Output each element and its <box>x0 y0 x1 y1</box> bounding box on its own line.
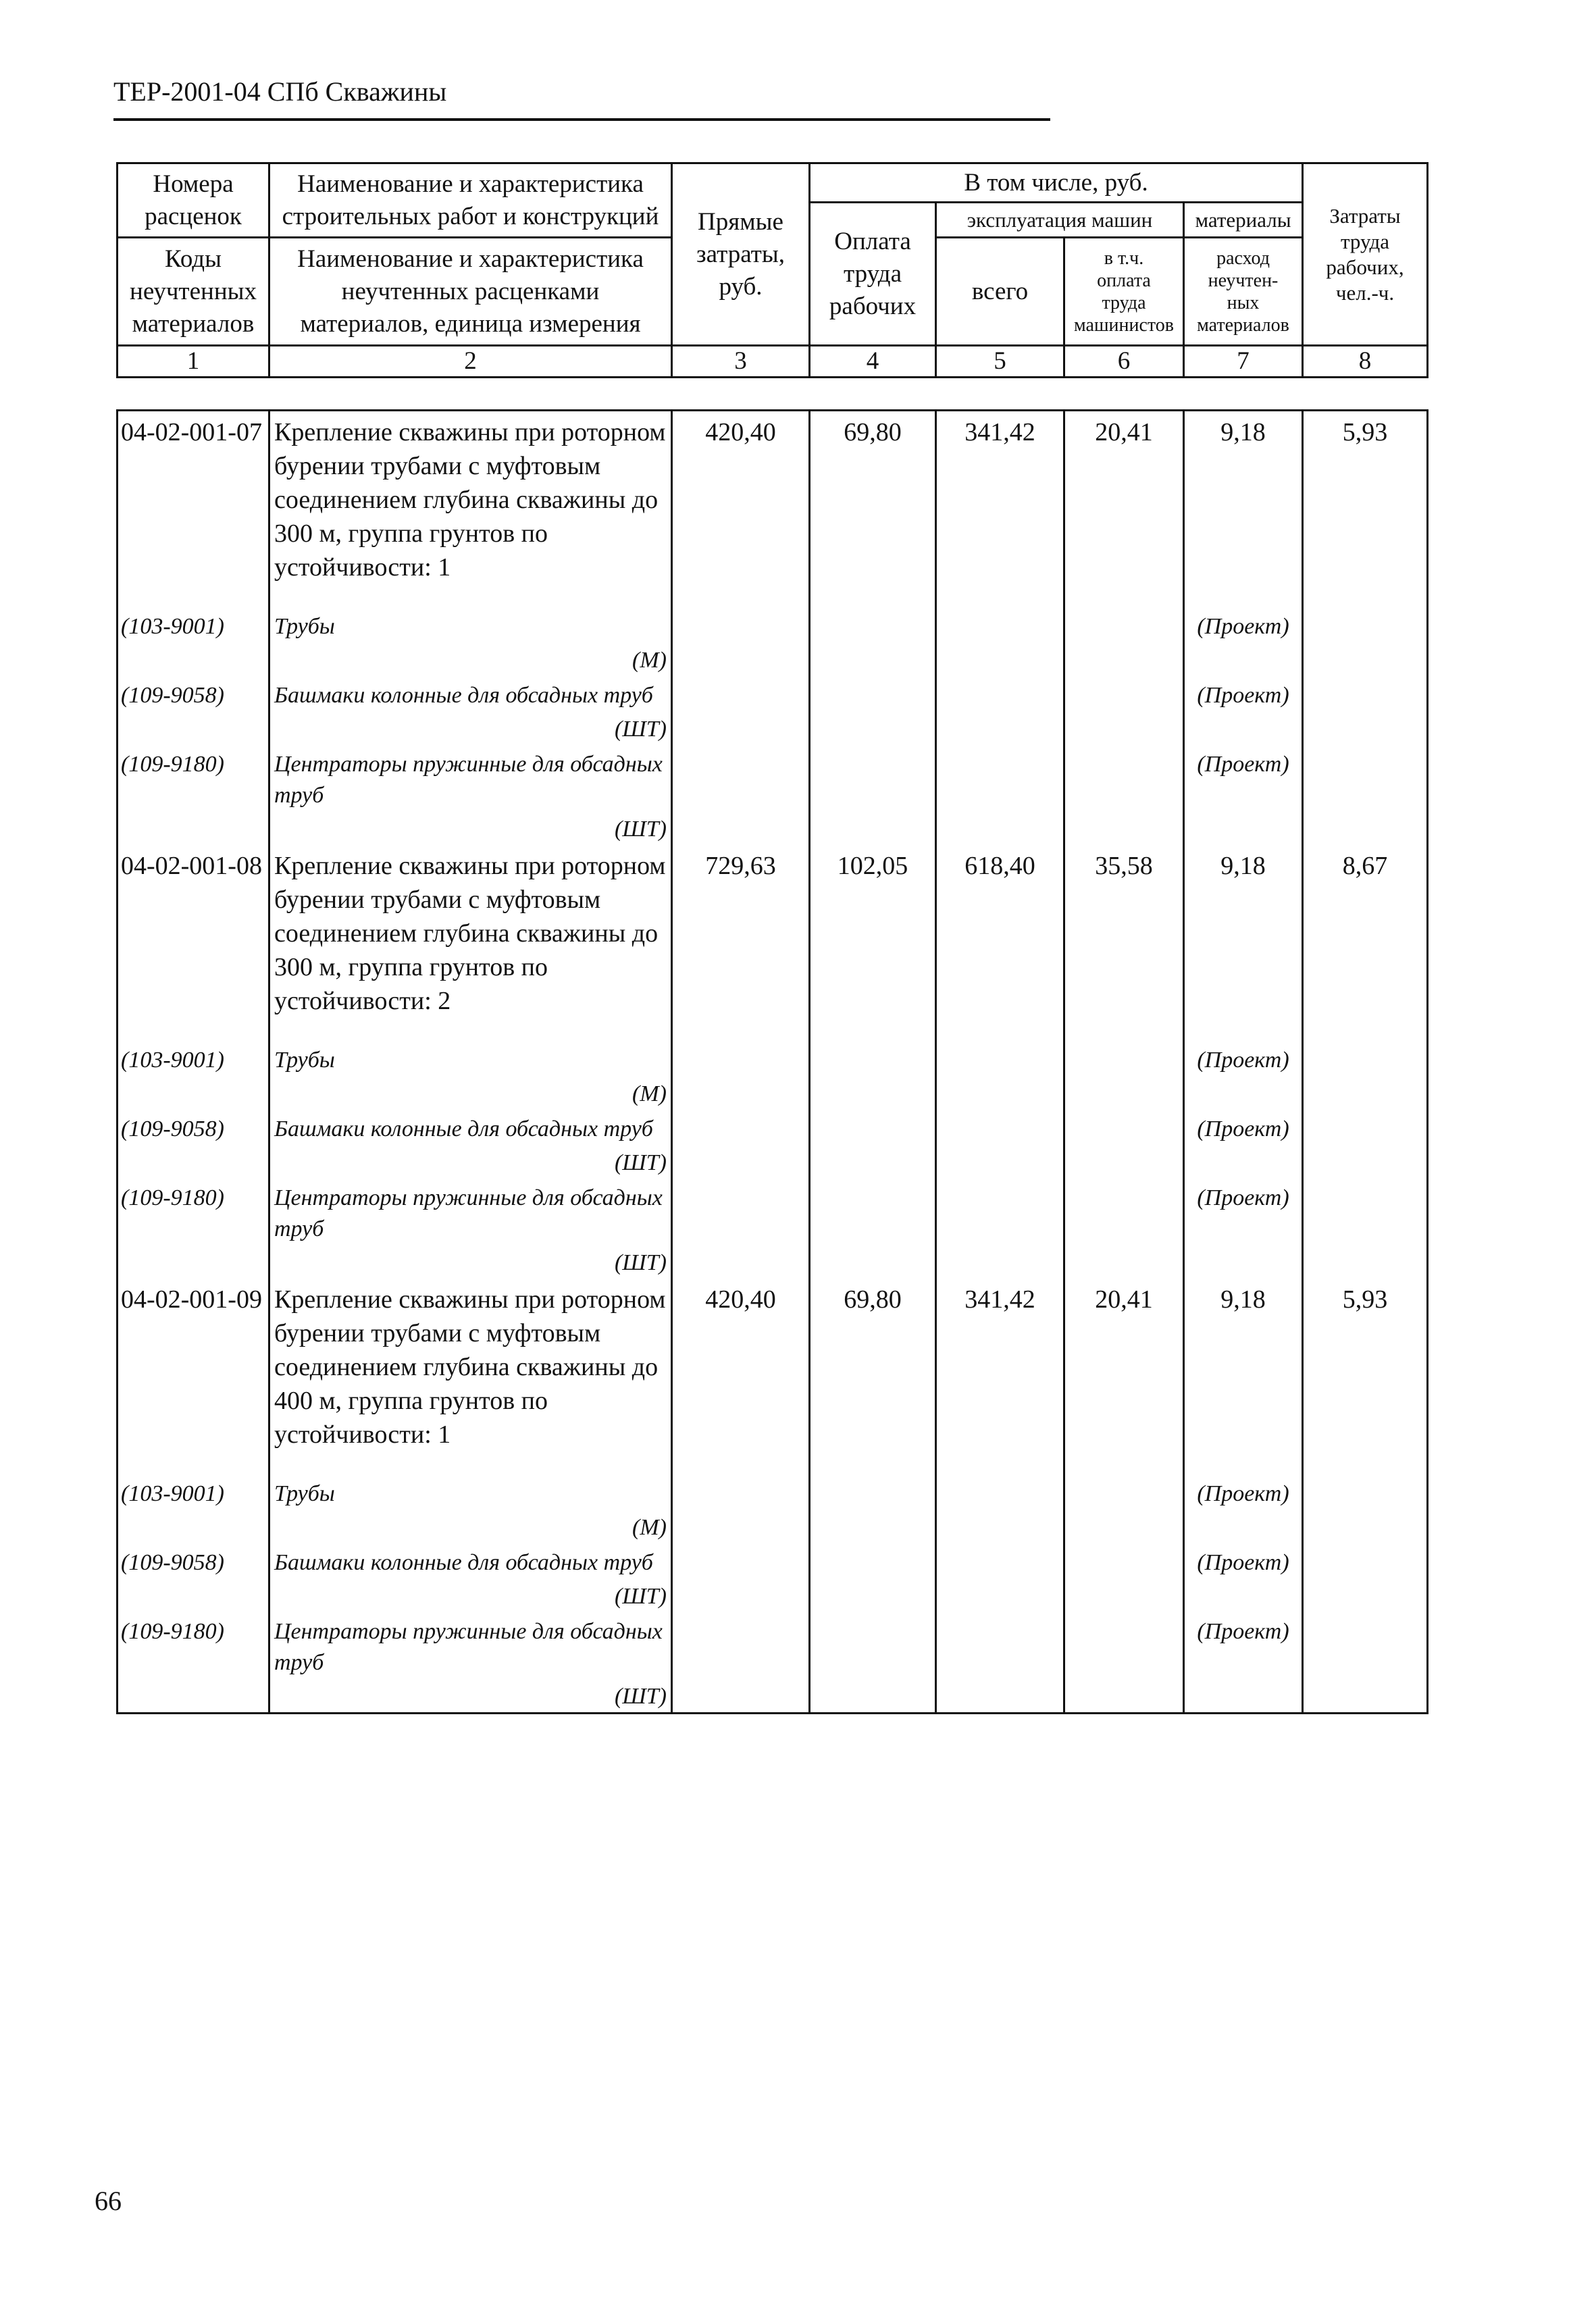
machinists-pay: 35,58 <box>1064 845 1184 1045</box>
empty-cell <box>1303 680 1428 749</box>
column-number: 6 <box>1064 346 1184 378</box>
empty-cell <box>672 749 810 845</box>
empty-cell <box>672 1479 810 1547</box>
empty-cell <box>936 680 1064 749</box>
empty-cell <box>672 1045 810 1114</box>
material-consumption: (Проект) <box>1184 1547 1303 1616</box>
empty-cell <box>1303 1114 1428 1183</box>
empty-cell <box>810 1479 936 1547</box>
material-consumption: (Проект) <box>1184 749 1303 845</box>
material-unit: (М) <box>632 1081 667 1106</box>
material-code: (109-9180) <box>118 1616 269 1714</box>
empty-cell <box>936 749 1064 845</box>
empty-cell <box>810 680 936 749</box>
empty-cell <box>672 680 810 749</box>
empty-cell <box>1303 1479 1428 1547</box>
column-number: 2 <box>269 346 672 378</box>
material-unit: (М) <box>632 648 667 673</box>
empty-cell <box>810 1616 936 1714</box>
empty-cell <box>810 1114 936 1183</box>
empty-cell <box>1064 1547 1184 1616</box>
machines-total: 341,42 <box>936 411 1064 612</box>
material-row <box>118 1479 1428 1547</box>
empty-cell <box>1064 749 1184 845</box>
material-consumption: (Проект) <box>1184 1479 1303 1547</box>
empty-cell <box>1303 749 1428 845</box>
empty-cell <box>936 1616 1064 1714</box>
material-unit: (ШТ) <box>614 1684 667 1709</box>
material-name: Башмаки колонные для обсадных труб <box>274 1116 653 1141</box>
rate-code: 04-02-001-09 <box>118 1279 269 1479</box>
material-consumption: (Проект) <box>1184 1045 1303 1114</box>
empty-cell <box>672 1616 810 1714</box>
rate-code: 04-02-001-07 <box>118 411 269 612</box>
empty-cell <box>1064 1045 1184 1114</box>
header-materials: материалы <box>1184 203 1303 238</box>
materials-cost: 9,18 <box>1184 845 1303 1045</box>
material-name: Центраторы пружинные для обсадных труб <box>274 1185 663 1241</box>
empty-cell <box>672 1183 810 1279</box>
column-number: 3 <box>672 346 810 378</box>
material-name-cell <box>269 1045 672 1114</box>
empty-cell <box>1064 1114 1184 1183</box>
header-labor-pay: Оплата труда рабочих <box>810 203 936 346</box>
labor-hours: 8,67 <box>1303 845 1428 1045</box>
labor-hours: 5,93 <box>1303 1279 1428 1479</box>
material-name: Башмаки колонные для обсадных труб <box>274 1550 653 1575</box>
material-name: Трубы <box>274 614 335 639</box>
material-name-cell <box>269 1547 672 1616</box>
header-material-codes: Коды неучтенных материалов <box>118 238 269 346</box>
material-unit: (ШТ) <box>614 1150 667 1175</box>
empty-cell <box>1064 1616 1184 1714</box>
empty-cell <box>810 611 936 680</box>
material-code: (103-9001) <box>118 1479 269 1547</box>
empty-cell <box>1303 1547 1428 1616</box>
material-name-cell <box>269 1114 672 1183</box>
empty-cell <box>810 1183 936 1279</box>
material-code: (109-9180) <box>118 1183 269 1279</box>
header-material-names: Наименование и характеристика неучтенных расценками материалов, единица измерения <box>269 238 672 346</box>
material-name: Трубы <box>274 1048 335 1073</box>
empty-cell <box>1303 1183 1428 1279</box>
machinists-pay: 20,41 <box>1064 1279 1184 1479</box>
page-title: ТЕР-2001-04 СПб Скважины <box>113 76 447 107</box>
empty-cell <box>936 1183 1064 1279</box>
labor-hours: 5,93 <box>1303 411 1428 612</box>
header-machines-total: всего <box>936 238 1064 346</box>
header-work-name: Наименование и характеристика строительных работ и конструкций <box>269 163 672 238</box>
title-rule <box>113 118 1050 121</box>
header-direct-costs: Прямые затраты, руб. <box>672 163 810 346</box>
material-name: Центраторы пружинные для обсадных труб <box>274 752 663 808</box>
empty-cell <box>672 1547 810 1616</box>
empty-cell <box>936 611 1064 680</box>
empty-cell <box>810 1547 936 1616</box>
header-rate-number: Номера расценок <box>118 163 269 238</box>
material-row <box>118 1547 1428 1616</box>
material-row <box>118 1114 1428 1183</box>
material-consumption: (Проект) <box>1184 1114 1303 1183</box>
material-name: Трубы <box>274 1481 335 1506</box>
empty-cell <box>1064 1183 1184 1279</box>
material-name: Центраторы пружинные для обсадных труб <box>274 1619 663 1675</box>
material-name-cell <box>269 1616 672 1714</box>
labor-pay: 69,80 <box>810 1279 936 1479</box>
material-code: (103-9001) <box>118 1045 269 1114</box>
labor-pay: 102,05 <box>810 845 936 1045</box>
header-unaccounted-materials: расход неучтен- ных материалов <box>1184 238 1303 346</box>
material-unit: (М) <box>632 1515 667 1540</box>
direct-cost: 420,40 <box>672 411 810 612</box>
empty-cell <box>1064 680 1184 749</box>
machines-total: 341,42 <box>936 1279 1064 1479</box>
column-number: 5 <box>936 346 1064 378</box>
rate-code: 04-02-001-08 <box>118 845 269 1045</box>
page-number: 66 <box>95 2186 122 2216</box>
column-number: 8 <box>1303 346 1428 378</box>
rates-table <box>116 409 1428 1714</box>
material-row <box>118 749 1428 845</box>
header-labor-hours: Затраты труда рабочих, чел.-ч. <box>1303 163 1428 346</box>
material-name-cell <box>269 1183 672 1279</box>
material-row <box>118 611 1428 680</box>
material-unit: (ШТ) <box>614 717 667 742</box>
direct-cost: 420,40 <box>672 1279 810 1479</box>
empty-cell <box>936 1045 1064 1114</box>
material-consumption: (Проект) <box>1184 1183 1303 1279</box>
material-row <box>118 1183 1428 1279</box>
empty-cell <box>936 1479 1064 1547</box>
empty-cell <box>936 1547 1064 1616</box>
material-row <box>118 1045 1428 1114</box>
empty-cell <box>810 1045 936 1114</box>
header-machine-operation: эксплуатация машин <box>936 203 1184 238</box>
rate-description: Крепление скважины при роторном бурении трубами с муфтовым соединением глубина скважины до 400 м, группа грунтов по устойчивости: 1 <box>269 1279 672 1479</box>
material-unit: (ШТ) <box>614 1250 667 1275</box>
material-name-cell <box>269 680 672 749</box>
material-name-cell <box>269 1479 672 1547</box>
material-consumption: (Проект) <box>1184 680 1303 749</box>
material-unit: (ШТ) <box>614 817 667 842</box>
empty-cell <box>1303 1045 1428 1114</box>
table-header <box>116 162 1428 378</box>
header-including: В том числе, руб. <box>810 163 1303 203</box>
empty-cell <box>810 749 936 845</box>
direct-cost: 729,63 <box>672 845 810 1045</box>
materials-cost: 9,18 <box>1184 411 1303 612</box>
material-row <box>118 680 1428 749</box>
table-row <box>118 845 1428 1045</box>
empty-cell <box>1064 611 1184 680</box>
column-number: 4 <box>810 346 936 378</box>
rate-description: Крепление скважины при роторном бурении трубами с муфтовым соединением глубина скважины до 300 м, группа грунтов по устойчивости: 1 <box>269 411 672 612</box>
material-name: Башмаки колонные для обсадных труб <box>274 683 653 708</box>
column-number: 7 <box>1184 346 1303 378</box>
materials-cost: 9,18 <box>1184 1279 1303 1479</box>
material-code: (103-9001) <box>118 611 269 680</box>
header-machinists-pay: в т.ч. оплата труда машинистов <box>1064 238 1184 346</box>
material-unit: (ШТ) <box>614 1584 667 1609</box>
material-code: (109-9058) <box>118 680 269 749</box>
empty-cell <box>672 1114 810 1183</box>
material-name-cell <box>269 611 672 680</box>
material-consumption: (Проект) <box>1184 1616 1303 1714</box>
machines-total: 618,40 <box>936 845 1064 1045</box>
empty-cell <box>936 1114 1064 1183</box>
machinists-pay: 20,41 <box>1064 411 1184 612</box>
empty-cell <box>672 611 810 680</box>
labor-pay: 69,80 <box>810 411 936 612</box>
table-row <box>118 1279 1428 1479</box>
material-consumption: (Проект) <box>1184 611 1303 680</box>
material-code: (109-9058) <box>118 1114 269 1183</box>
material-code: (109-9058) <box>118 1547 269 1616</box>
material-row <box>118 1616 1428 1714</box>
material-name-cell <box>269 749 672 845</box>
material-code: (109-9180) <box>118 749 269 845</box>
table-row <box>118 411 1428 612</box>
empty-cell <box>1303 1616 1428 1714</box>
empty-cell <box>1064 1479 1184 1547</box>
rate-description: Крепление скважины при роторном бурении трубами с муфтовым соединением глубина скважины до 300 м, группа грунтов по устойчивости: 2 <box>269 845 672 1045</box>
column-number: 1 <box>118 346 269 378</box>
empty-cell <box>1303 611 1428 680</box>
